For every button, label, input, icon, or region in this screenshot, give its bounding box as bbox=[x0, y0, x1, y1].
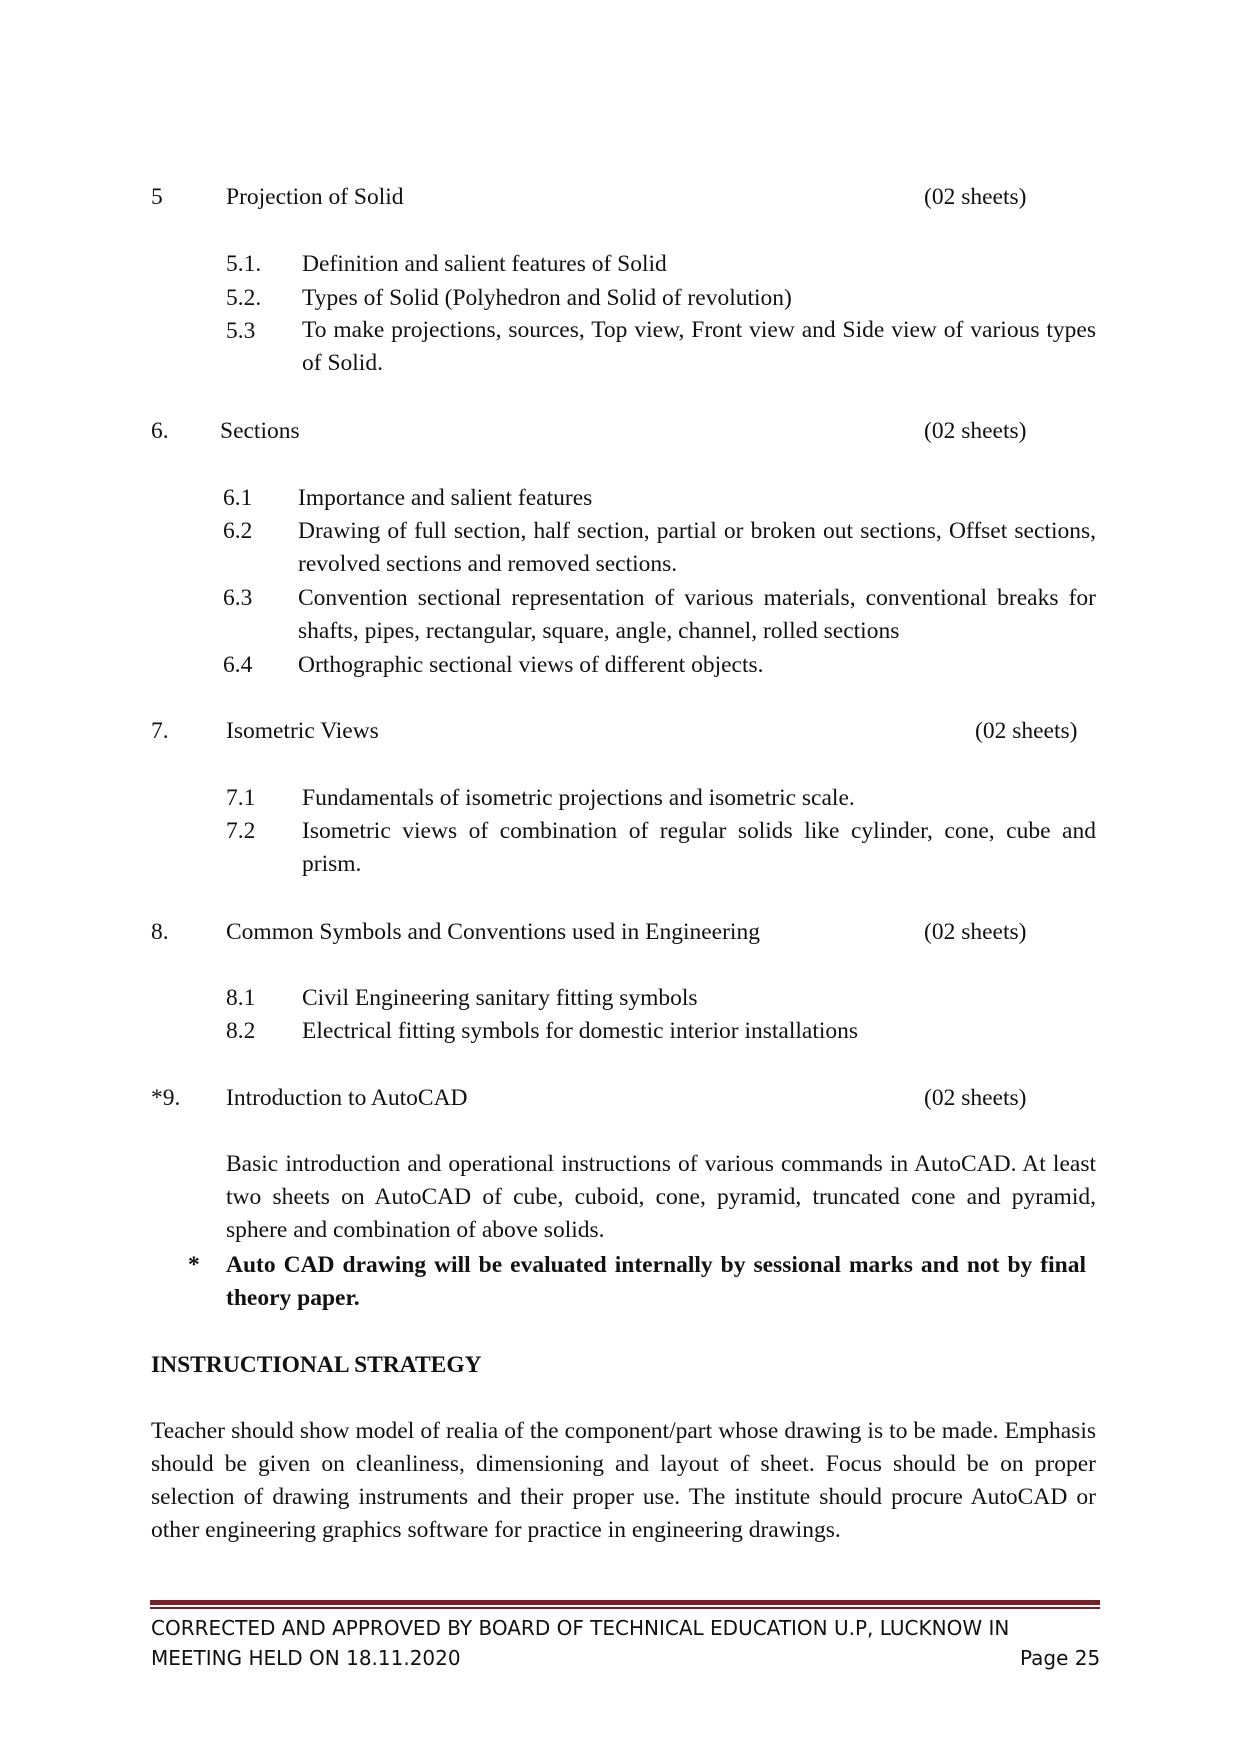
autocad-note: Auto CAD drawing will be evaluated internally by sessional marks and not by final theory paper. bbox=[226, 1252, 1086, 1311]
item-5-1-text: Definition and salient features of Solid bbox=[302, 251, 667, 277]
section-5-sheets: (02 sheets) bbox=[924, 184, 1027, 210]
footer-rule bbox=[150, 1600, 1100, 1605]
strategy-heading: INSTRUCTIONAL STRATEGY bbox=[151, 1352, 482, 1378]
section-9-number: *9. bbox=[151, 1085, 181, 1111]
section-7-number: 7. bbox=[151, 718, 169, 744]
section-9-paragraph: Basic introduction and operational instructions of various commands in AutoCAD. At least two sheets on AutoCAD of cube, cuboid, cone, pyramid, truncated cone and pyramid, sphere and combination of above solids. bbox=[226, 1151, 1096, 1243]
item-6-2-number: 6.2 bbox=[223, 518, 253, 544]
item-6-3-text: Convention sectional representation of various materials, conventional breaks for shafts, pipes, rectangular, square, angle, channel, rolled sections bbox=[298, 585, 1096, 644]
section-6-number: 6. bbox=[151, 418, 169, 444]
item-6-4-number: 6.4 bbox=[223, 652, 253, 678]
footer-rule-thin bbox=[150, 1607, 1100, 1609]
section-5-title: Projection of Solid bbox=[226, 184, 404, 210]
footer-approval-line-1: CORRECTED AND APPROVED BY BOARD OF TECHNICAL EDUCATION U.P, LUCKNOW IN bbox=[151, 1616, 1010, 1640]
item-5-3-number: 5.3 bbox=[226, 318, 256, 344]
section-5-number: 5 bbox=[151, 184, 163, 210]
item-7-1-text: Fundamentals of isometric projections and isometric scale. bbox=[302, 785, 855, 811]
section-8-title: Common Symbols and Conventions used in Engineering bbox=[226, 919, 760, 945]
item-7-2-text: Isometric views of combination of regular solids like cylinder, cone, cube and prism. bbox=[302, 818, 1096, 877]
item-6-3-number: 6.3 bbox=[223, 585, 253, 611]
item-8-2-text: Electrical fitting symbols for domestic interior installations bbox=[302, 1018, 859, 1044]
item-6-4-text: Orthographic sectional views of different objects. bbox=[298, 652, 764, 678]
item-5-2-number: 5.2. bbox=[226, 285, 262, 311]
page-number: Page 25 bbox=[1020, 1646, 1101, 1670]
item-5-3-text: To make projections, sources, Top view, Front view and Side view of various types of Solid. bbox=[302, 317, 1096, 376]
item-6-2-text: Drawing of full section, half section, partial or broken out sections, Offset sections, revolved sections and removed sections. bbox=[298, 518, 1096, 577]
section-8-sheets: (02 sheets) bbox=[924, 919, 1027, 945]
item-5-2-text: Types of Solid (Polyhedron and Solid of revolution) bbox=[302, 285, 792, 311]
item-6-1-number: 6.1 bbox=[223, 485, 253, 511]
item-7-2-number: 7.2 bbox=[226, 818, 256, 844]
strategy-paragraph: Teacher should show model of realia of the component/part whose drawing is to be made. Emphasis should be given on cleanliness, dimensioning and layout of sheet. Focus should be on proper selection of drawing instruments and their proper use. The institute should procure AutoCAD or other engineering graphics software for practice in engineering drawings. bbox=[151, 1418, 1096, 1543]
item-8-1-number: 8.1 bbox=[226, 985, 256, 1011]
section-7-title: Isometric Views bbox=[226, 718, 379, 744]
item-6-1-text: Importance and salient features bbox=[298, 485, 593, 511]
item-8-1-text: Civil Engineering sanitary fitting symbols bbox=[302, 985, 698, 1011]
note-marker: * bbox=[188, 1252, 200, 1278]
section-6-title: Sections bbox=[220, 418, 300, 444]
item-8-2-number: 8.2 bbox=[226, 1018, 256, 1044]
item-7-1-number: 7.1 bbox=[226, 785, 256, 811]
section-7-sheets: (02 sheets) bbox=[975, 718, 1078, 744]
section-9-sheets: (02 sheets) bbox=[924, 1085, 1027, 1111]
item-5-1-number: 5.1. bbox=[226, 251, 262, 277]
footer-approval-line-2: MEETING HELD ON 18.11.2020 bbox=[151, 1646, 461, 1670]
section-6-sheets: (02 sheets) bbox=[924, 418, 1027, 444]
section-8-number: 8. bbox=[151, 919, 169, 945]
section-9-title: Introduction to AutoCAD bbox=[226, 1085, 468, 1111]
